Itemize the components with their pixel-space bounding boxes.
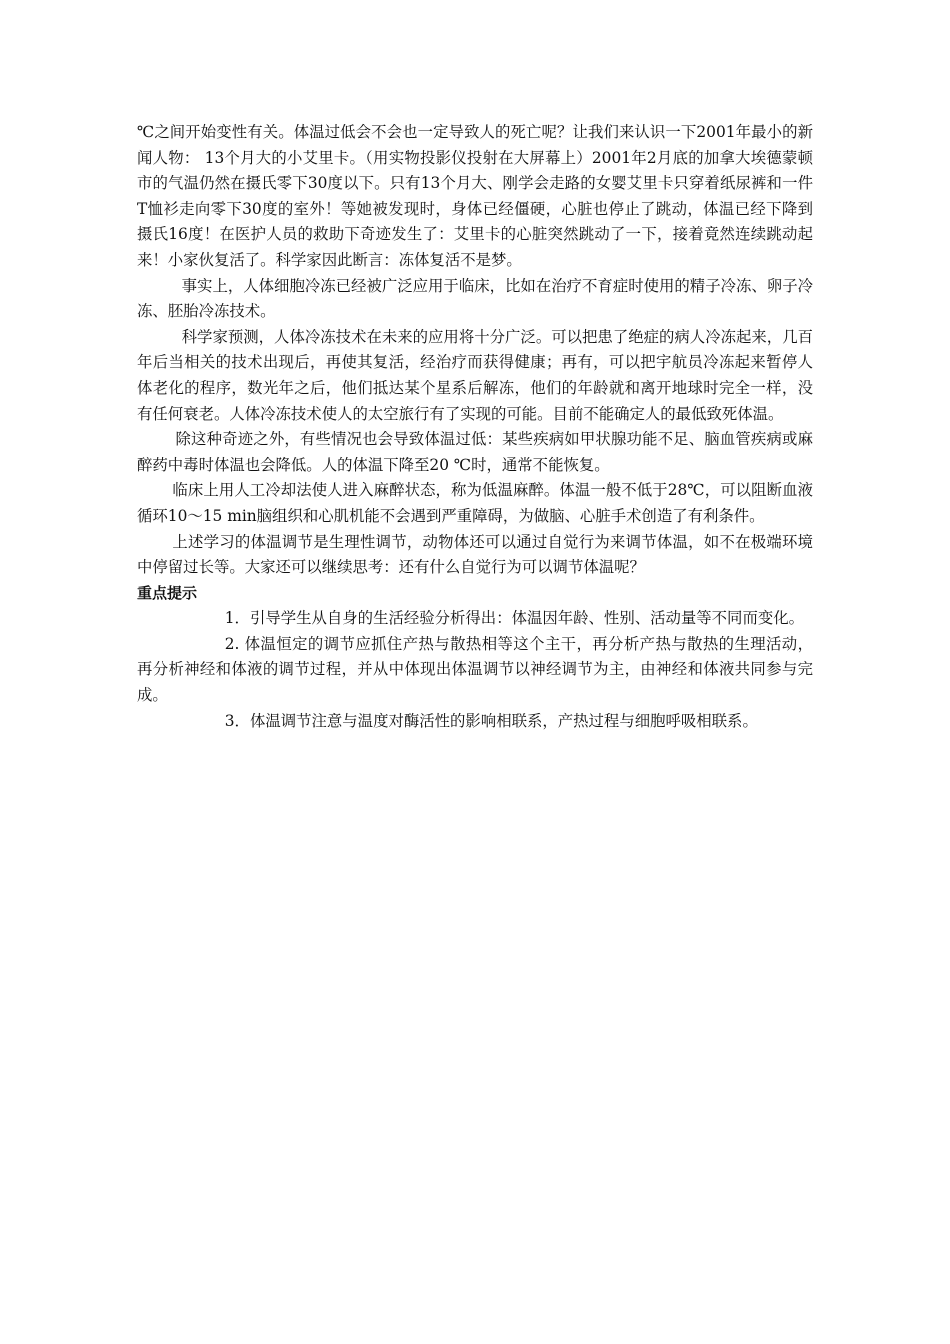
paragraph-behavioral-regulation: 上述学习的体温调节是生理性调节，动物体还可以通过自觉行为来调节体温，如不在极端环境中停留过长等。大家还可以继续思考：还有什么自觉行为可以调节体温呢？ [137,532,813,577]
paragraph-cell-freezing: 事实上，人体细胞冷冻已经被广泛应用于临床，比如在治疗不育症时使用的精子冷冻、卵子冷冻、胚胎冷冻技术。 [137,276,813,321]
paragraph-intro: ℃之间开始变性有关。体温过低会不会也一定导致人的死亡呢？让我们来认识一下2001年最小的新闻人物： 13个月大的小艾里卡。（用实物投影仪投射在大屏幕上）2001年2月底的加拿大埃德蒙顿市的气温仍然在摄氏零下30度以下。只有13个月大、刚学会走路的女婴艾里卡只穿着纸尿裤和一件T恤衫走向零下30度的室外！等她被发现时，身体已经僵硬，心脏也停止了跳动，体温已经下降到摄氏16度！在医护人员的救助下奇迹发生了：艾里卡的心脏突然跳动了一下，接着竟然连续跳动起来！小家伙复活了。科学家因此断言：冻体复活不是梦。 [137,123,813,269]
paragraph-hypothermia-causes: 除这种奇迹之外，有些情况也会导致体温过低：某些疾病如甲状腺功能不足、脑血管疾病或麻醉药中毒时体温也会降低。人的体温下降至20 ℃时，通常不能恢复。 [137,430,813,474]
key-points-heading: 重点提示 [137,583,198,602]
key-point-item: 3．体温调节注意与温度对酶活性的影响相联系，产热过程与细胞呼吸相联系。 [224,711,758,730]
key-point-item: 1．引导学生从自身的生活经验分析得出：体温因年龄、性别、活动量等不同而变化。 [224,609,805,628]
key-point-item: 2. 体温恒定的调节应抓住产热与散热相等这个主干，再分析产热与散热的生理活动，再分析神经和体液的调节过程，并从中体现出体温调节以神经调节为主，由神经和体液共同参与完成。 [137,634,813,705]
document-page [137,120,813,734]
paragraph-low-temp-anesthesia: 临床上用人工冷却法使人进入麻醉状态，称为低温麻醉。体温一般不低于28℃，可以阻断血液循环10～15 min脑组织和心肌机能不会遇到严重障碍，为做脑、心脏手术创造了有利条件。 [137,481,813,525]
paragraph-predictions: 科学家预测，人体冷冻技术在未来的应用将十分广泛。可以把患了绝症的病人冷冻起来，几百年后当相关的技术出现后，再使其复活，经治疗而获得健康；再有，可以把宇航员冷冻起来暂停人体老化的程序，数光年之后，他们抵达某个星系后解冻，他们的年龄就和离开地球时完全一样，没有任何衰老。人体冷冻技术使人的太空旅行有了实现的可能。目前不能确定人的最低致死体温。 [137,327,813,423]
